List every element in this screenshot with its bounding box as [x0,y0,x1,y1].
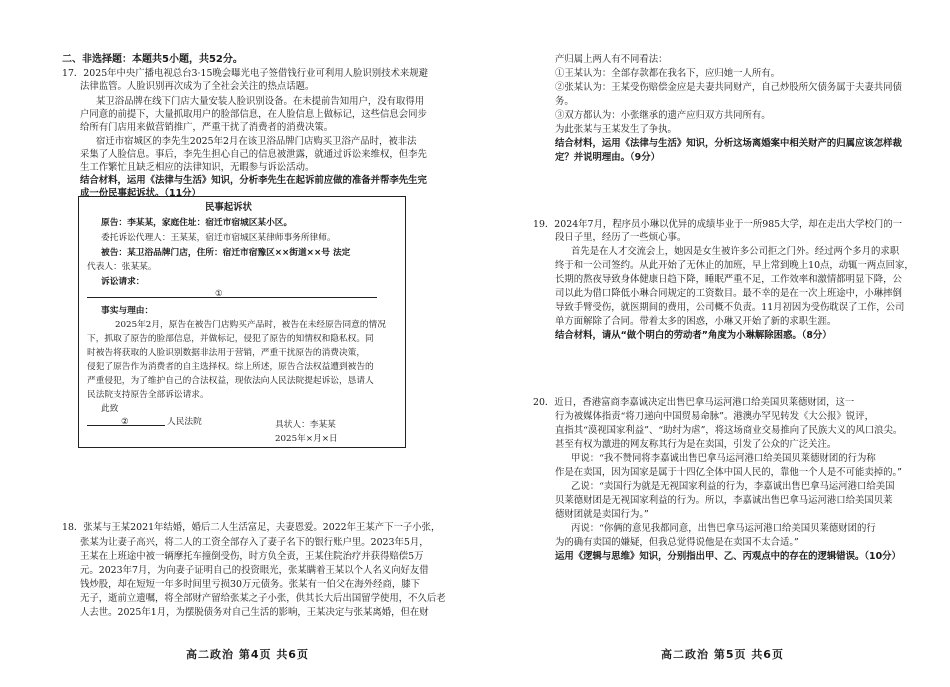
form-line: 原告：李某某，家庭住址：宿迁市宿城区某小区。 [101,218,293,228]
form-line: 侵犯了原告作为消费者的自主选择权。综上所述，原告合法权益遭到被告的 [87,362,374,372]
q18-cont-line: ③双方都认为：小张继承的遗产应归双方共同所有。 [555,110,771,121]
q18-cont-line: ②张某认为：王某受伤赔偿金应是夫妻共同财产，自己炒股所欠债务属于夫妻共同债 [555,82,902,93]
q20-line: 20．近日，香港富商李嘉诚决定出售巴拿马运河港口给美国贝莱德财团，这一 [533,397,855,408]
form-line: 代表人：张某某。 [87,262,157,272]
court-label: 人民法院 [167,417,202,427]
q20-line: 德财团就是卖国行为。” [555,509,649,520]
form-title: 民事起诉状 [205,202,252,213]
blank-1 [87,297,377,298]
q18-line: 张某为让妻子高兴，将二人的工资全部存入了妻子名下的银行账户里。2023年5月， [80,537,429,548]
form-date: 2025年×月×日 [275,434,338,444]
q17-line: 户同意的前提下，大量抓取用户的脸部信息，在人脸信息上做标记，这些信息会同步 [80,109,427,120]
q19-line: 首先是在人才交流会上，她因是女生被许多公司拒之门外。经过两个多月的求职 [571,246,900,257]
form-line: 委托诉讼代理人：王某某，宿迁市宿城区某律师事务所律师。 [101,233,336,243]
q20-line: 乙说：“卖国行为就是无视国家利益的行为，李嘉诚出售巴拿马运河港口给美国 [571,481,895,492]
q18-prompt: 结合材料，运用《法律与生活》知识，分析这场离婚案中相关财产的归属应该怎样裁 [555,138,902,149]
q17-line: 法律监管。人脸识别再次成为了全社会关注的热点话题。 [80,81,315,92]
q17-prompt: 成一份民事起诉状。（11分） [80,188,201,199]
q19-line: 段日子里，经历了一些烦心事。 [555,232,687,243]
form-line: 此致 [101,404,119,414]
q19-line: 导致手臂受伤，就医期间的费用，公司概不负责。11月初因为受伤耽误了工作，公司 [555,302,905,313]
q20-line: 为的确有卖国的嫌疑，但我总觉得说他是在卖国不太合适。” [555,537,799,548]
q20-line: 作是在卖国，因为国家是属于十四亿全体中国人民的，靠他一个人是不可能卖掉的。” [555,467,902,478]
q17-prompt: 结合材料，运用《法律与生活》知识，分析李先生在起诉前应做的准备并帮李先生完 [80,175,427,186]
form-line: 下，抓取了原告的脸部信息，并做标记，侵犯了原告的知情权和隐私权。同 [87,334,374,344]
q20-line: 直指其“漠视国家利益”、“助纣为虐”，将这场商业交易推向了民族大义的风口浪尖。 [555,425,903,436]
q19-line: 司以此为借口降低小琳合同规定的工资数目。最不幸的是在一次上班途中，小琳摔倒 [555,288,902,299]
q19-line: 终于和一公司签约。从此开始了无休止的加班，早上常到晚上10点，动辄一两点回家， [555,260,914,271]
q18-prompt: 定？并说明理由。（9分） [555,152,660,163]
q17-line: 宿迁市宿城区的李先生2025年2月在该卫浴品牌门店购买卫浴产品时，被非法 [96,136,417,147]
form-line: 民法院支持原告全部诉讼请求。 [87,390,209,400]
q17-line: 某卫浴品牌在线下门店大量安装人脸识别设备。在未提前告知用户，没有取得用 [96,96,425,107]
q20-line: 甲说：“我不赞同将李嘉诚出售巴拿马运河港口给美国贝莱德财团的行为称 [571,453,876,464]
q19-line: 单方面解除了合同。带着太多的困惑，小琳又开始了新的求职生涯。 [555,316,837,327]
q17-line: 采集了人脸信息。事后，李先生担心自己的信息被泄露，就通过诉讼来维权，但李先 [80,149,427,160]
q18-line: 18．张某与王某2021年结婚，婚后二人生活富足，夫妻恩爱。2022年王某产下一子小张， [62,522,441,533]
form-line: 诉讼请求： [101,277,145,287]
q18-cont-line: ①王某认为：全部存款都在我名下，应归她一人所有。 [555,68,781,79]
q19-line: 长期的熬夜导致身体健康日趋下降，睡眠严重不足，工作效率和激情都明显下降，公 [555,274,902,285]
page-footer: 高二政治 第4页 共6页 [186,648,309,661]
q20-line: 贝莱德财团是无视国家利益的行为。所以，李嘉诚出售巴拿马运河港口给美国贝莱 [555,495,893,506]
page-footer: 高二政治 第5页 共6页 [661,648,784,661]
form-line: 事实与理由： [101,306,154,316]
q17-line: 17．2025年中央广播电视总台3·15晚会曝光电子签借钱行业可利用人脸识别技术来规避 [62,68,429,79]
q18-line: 王某在上班途中被一辆摩托车撞倒受伤，时方负全责，王某住院治疗并获得赔偿5万 [80,551,424,562]
form-line: 严重侵犯，为了维护自己的合法权益，现依法向人民法院提起诉讼，恳请人 [87,376,374,386]
q18-line: 元。2023年7月，为向妻子证明自己的投资眼光，张某瞒着王某以个人名义向好友借 [80,565,429,576]
section-title: 二、非选择题：本题共5小题，共52分。 [62,54,243,65]
q18-cont-line: 务。 [555,96,574,107]
q20-line: 行为被媒体指责“将刀递向中国贸易命脉”。港澳办罕见转发《大公报》锐评， [555,411,874,422]
q20-line: 丙说：“你俩的意见我都同意，出售巴拿马运河港口给美国贝莱德财团的行 [571,523,876,534]
q18-line: 无子，逝前立遗嘱，将全部财产留给张某之子小张，供其长大后出国留学使用，不久后老 [80,593,446,604]
q18-line: 钱炒股，却在短短一年多时间里亏损30万元债务。张某有一伯父在海外经商，膝下 [80,579,421,590]
q19-prompt: 结合材料，请从“做个明白的劳动者”角度为小琳解除困惑。（8分） [555,330,832,341]
q20-line: 甚至有权为激进的网友称其行为是在卖国，引发了公众的广泛关注。 [555,439,837,450]
form-line: 时被告将获取的人脸识别数据非法用于营销，严重干扰原告的消费决策， [87,348,365,358]
form-line: 2025年2月，原告在被告门店购买产品时，被告在未经原告同意的情况 [115,320,386,330]
q20-prompt: 运用《逻辑与思维》知识，分别指出甲、乙、丙观点中的存在的逻辑错误。（10分） [555,551,901,562]
form-line: 被告：某卫浴品牌门店，住所：宿迁市宿豫区××街道××号 法定 [101,248,351,258]
blank-2-marker: ② [121,417,129,427]
q17-line: 给所有门店用来做营销推广，严重干扰了消费者的消费决策。 [80,122,334,133]
page-5 [475,0,950,687]
q18-cont-line: 产归属上两人有不同看法： [555,54,668,65]
blank-1-marker: ① [215,289,223,299]
complaint-form [78,196,406,448]
plaintiff-signature: 具状人：李某某 [275,420,336,430]
q19-line: 19．2024年7月，程序员小琳以优异的成绩毕业于一所985大学，却在走出大学校门的一 [533,219,903,230]
q18-line: 人去世。2025年1月，为摆脱债务对自己生活的影响，王某决定与张某离婚，但在财 [80,607,429,618]
q17-line: 生工作繁忙且缺乏相应的法律知识，无暇参与诉讼活动。 [80,162,315,173]
q18-cont-line: 为此张某与王某发生了争执。 [555,124,677,135]
